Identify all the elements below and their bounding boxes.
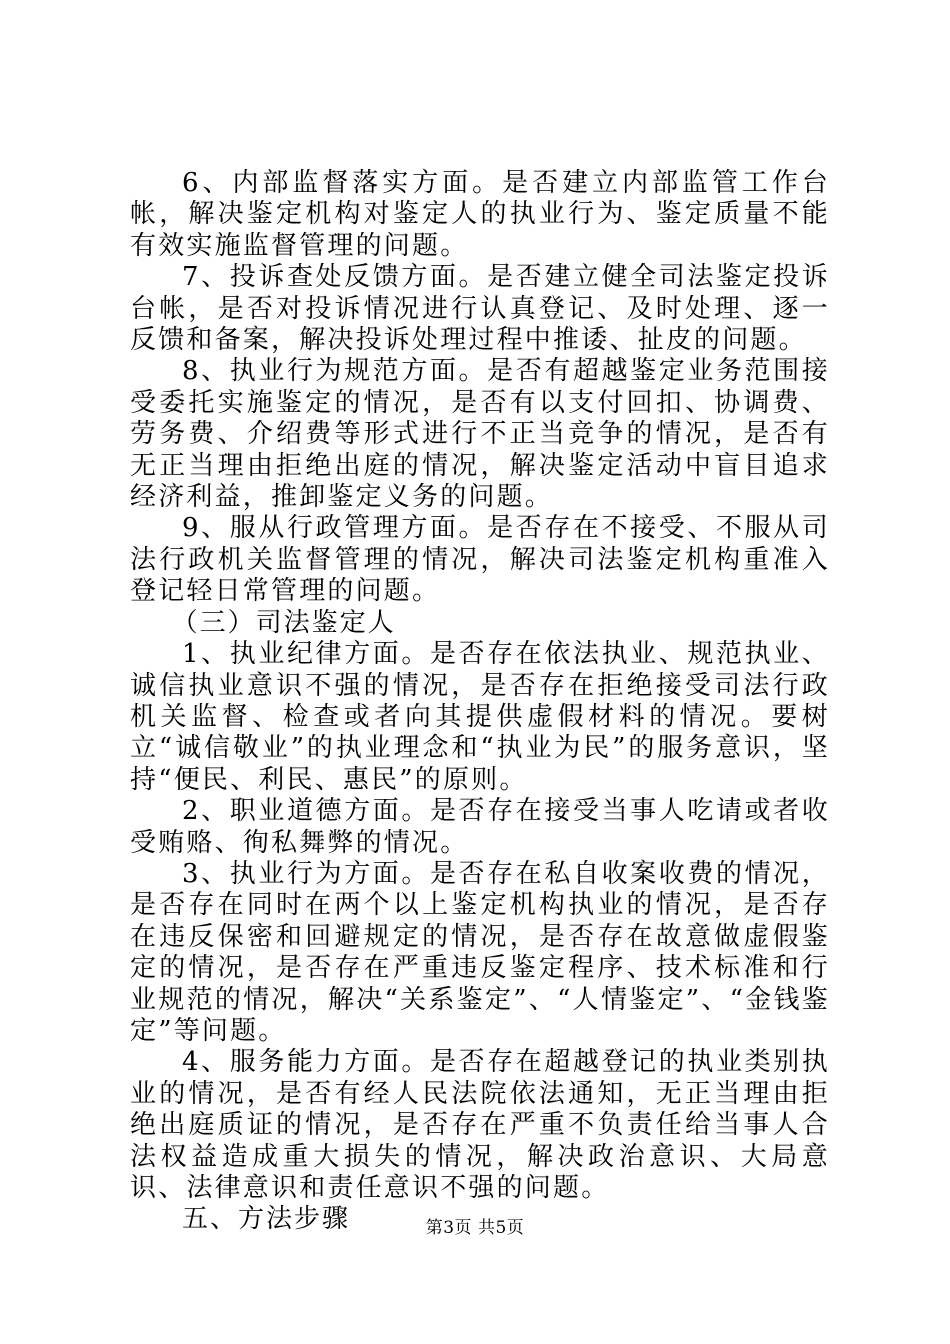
paragraph-practice-discipline: 1、执业纪律方面。是否存在依法执业、规范执业、诚信执业意识不强的情况，是否存在拒绝接受司法行政机关监督、检查或者向其提供虚假材料的情况。要树立“诚信敬业”的执业理念和“执业为民”的服务意识，坚持“便民、利民、惠民”的原则。	[130, 639, 830, 795]
paragraph-administrative-compliance: 9、服从行政管理方面。是否存在不接受、不服从司法行政机关监督管理的情况，解决司法鉴定机构重准入登记轻日常管理的问题。	[130, 513, 830, 607]
page-number-footer: 第3页 共5页	[425, 1218, 525, 1238]
paragraph-practice-conduct: 8、执业行为规范方面。是否有超越鉴定业务范围接受委托实施鉴定的情况，是否有以支付回扣、协调费、劳务费、介绍费等形式进行不正当竞争的情况，是否有无正当理由拒绝出庭的情况，解决鉴定活动中盲目追求经济利益，推卸鉴定义务的问题。	[130, 356, 830, 513]
paragraph-complaint-handling: 7、投诉查处反馈方面。是否建立健全司法鉴定投诉台帐，是否对投诉情况进行认真登记、及时处理、逐一反馈和备案，解决投诉处理过程中推诿、扯皮的问题。	[130, 262, 830, 356]
section-heading-methods: 五、方法步骤	[182, 1204, 351, 1235]
paragraph-internal-supervision: 6、内部监督落实方面。是否建立内部监管工作台帐，解决鉴定机构对鉴定人的执业行为、鉴定质量不能有效实施监督管理的问题。	[130, 168, 830, 261]
section-subheading-appraisers: （三）司法鉴定人	[171, 607, 396, 638]
paragraph-service-capability: 4、服务能力方面。是否存在超越登记的执业类别执业的情况，是否有经人民法院依法通知，无正当理由拒绝出庭质证的情况，是否存在严重不负责任给当事人合法权益造成重大损失的情况，解决政治意识、大局意识、法律意识和责任意识不强的问题。	[130, 1047, 830, 1203]
paragraph-professional-ethics: 2、职业道德方面。是否存在接受当事人吃请或者收受贿赂、徇私舞弊的情况。	[130, 796, 830, 858]
paragraph-practice-behavior: 3、执业行为方面。是否存在私自收案收费的情况，是否存在同时在两个以上鉴定机构执业的情况，是否存在违反保密和回避规定的情况，是否存在故意做虚假鉴定的情况，是否存在严重违反鉴定程序、技术标准和行业规范的情况，解决“关系鉴定”、“人情鉴定”、“金钱鉴定”等问题。	[130, 858, 830, 1046]
document-body	[130, 168, 830, 1236]
